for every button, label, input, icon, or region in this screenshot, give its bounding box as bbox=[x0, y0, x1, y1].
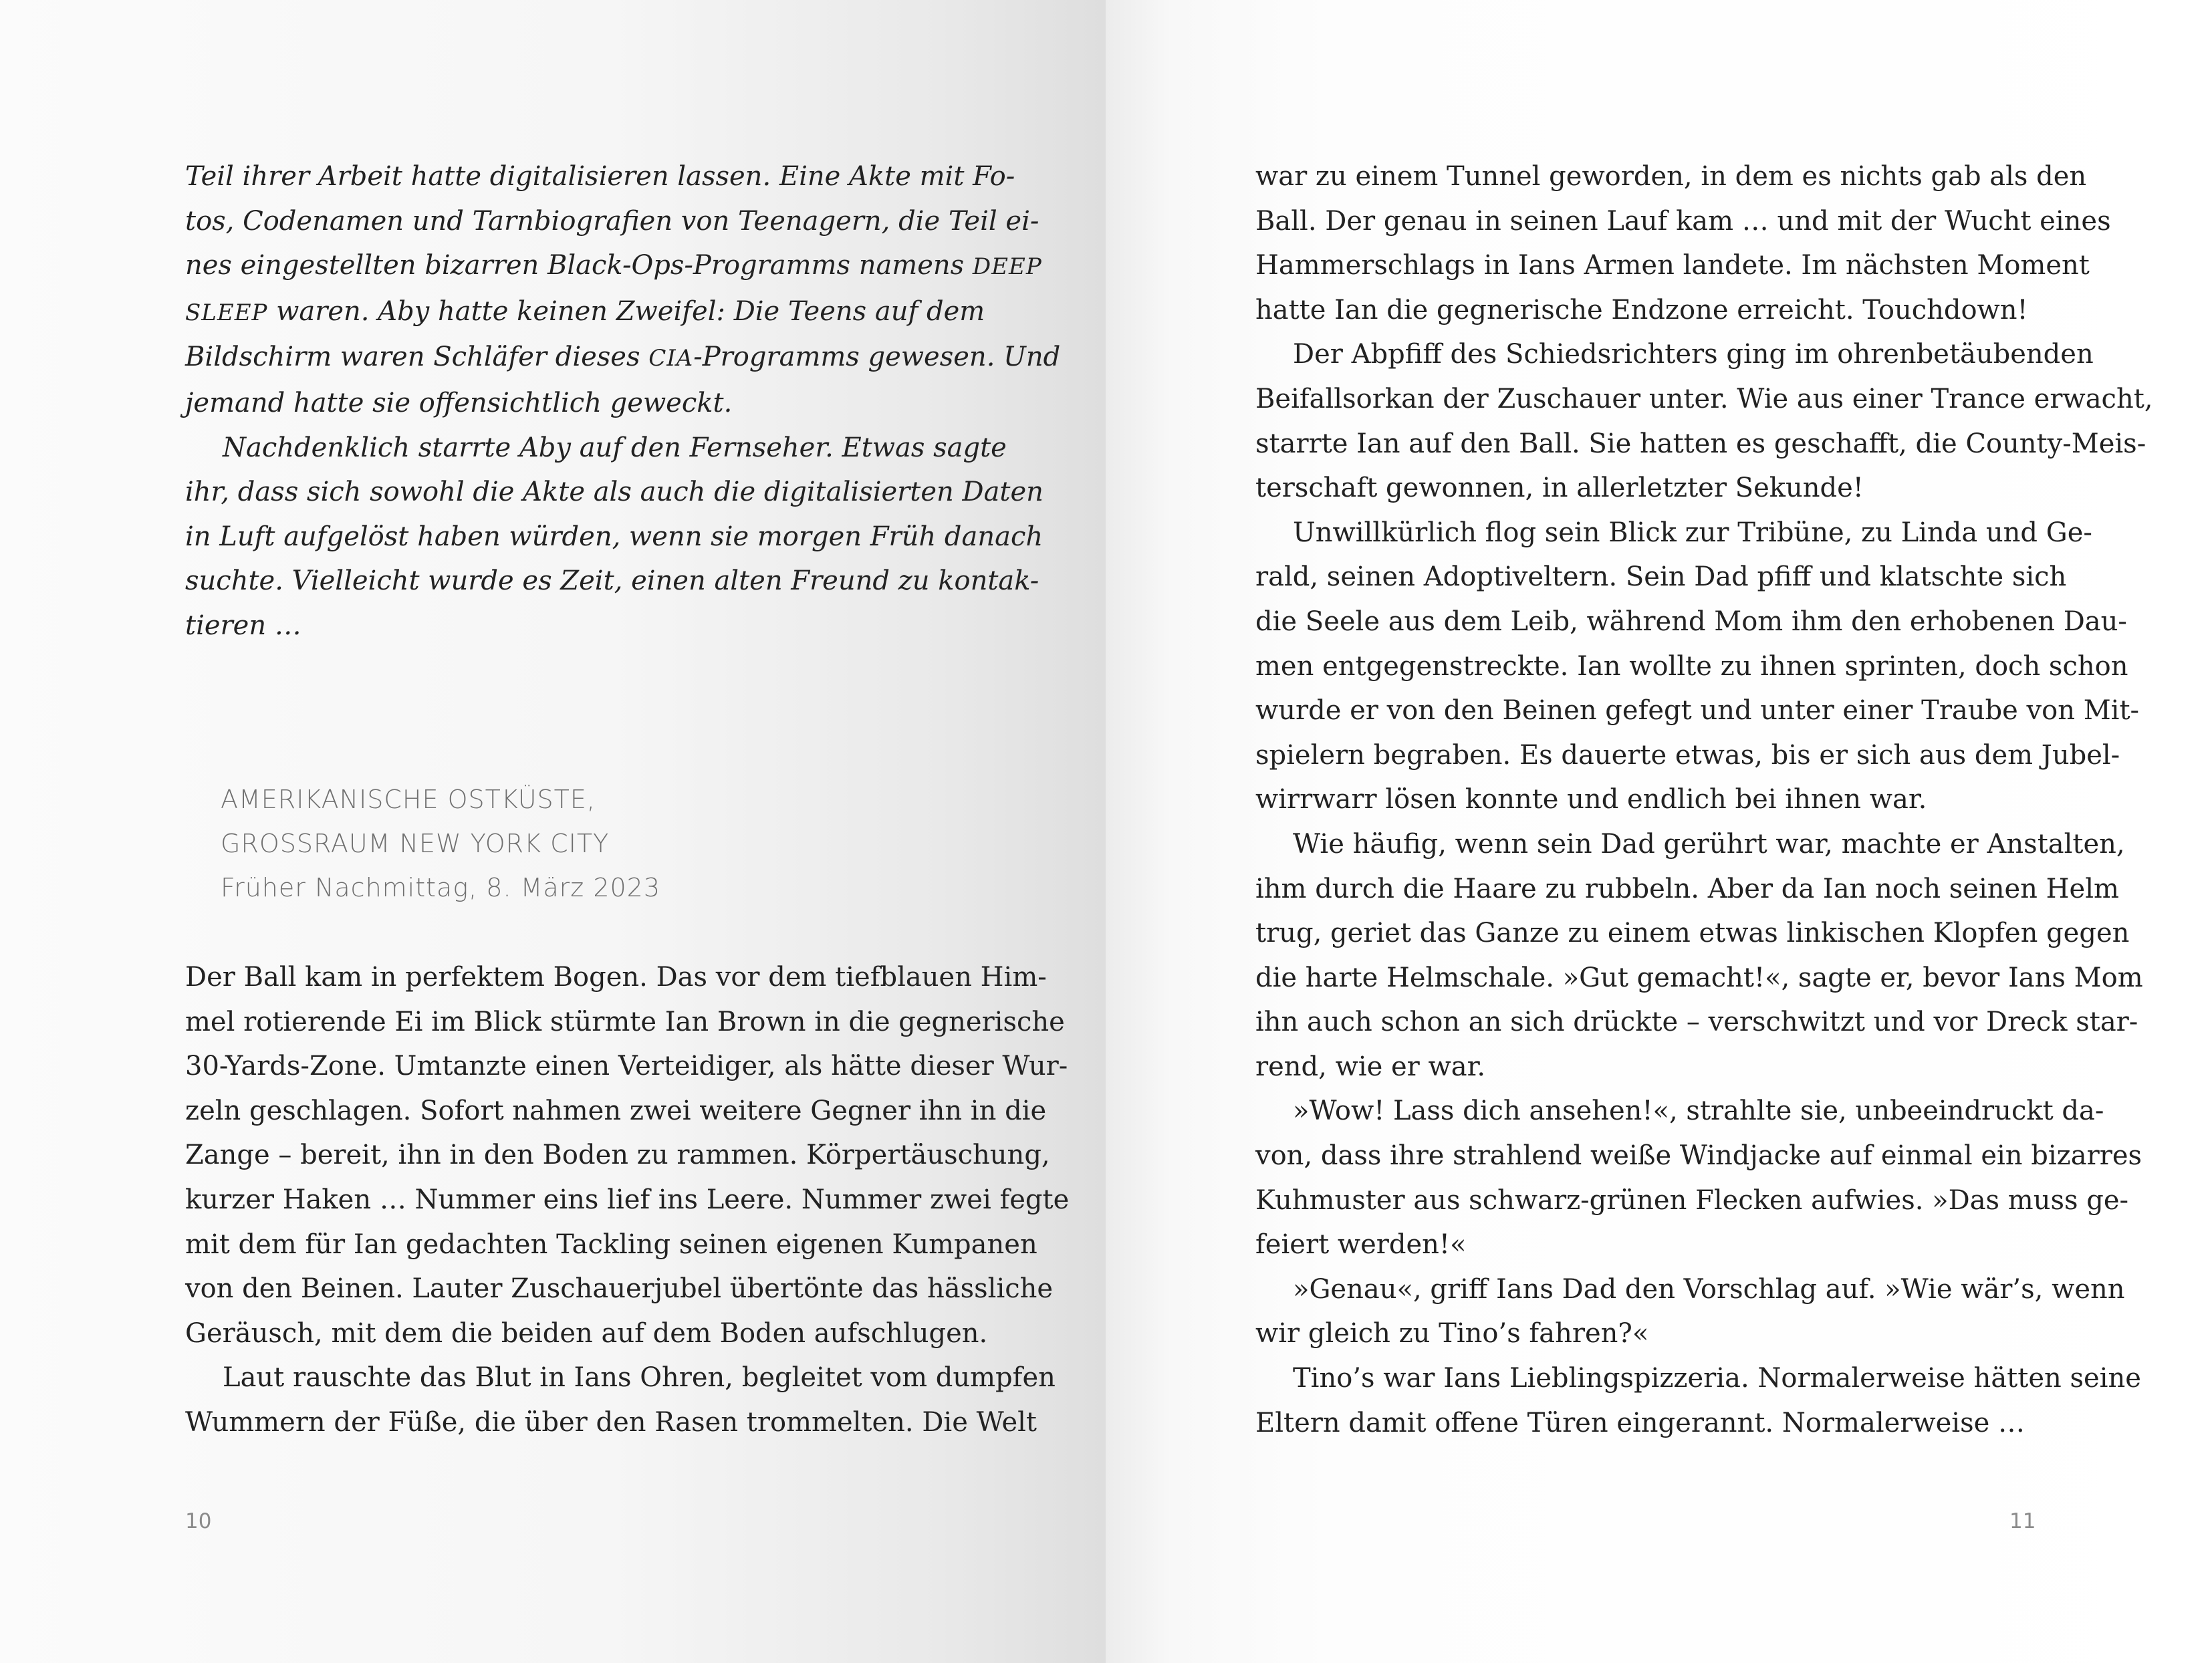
text-line: Nachdenklich starrte Aby auf den Fernseher. Etwas sagte bbox=[223, 432, 1007, 463]
text-line: tieren … bbox=[185, 610, 301, 641]
text-line: zeln geschlagen. Sofort nahmen zwei weitere Gegner ihn in die bbox=[185, 1095, 1047, 1126]
location-line-time: Früher Nachmittag, 8. März 2023 bbox=[221, 873, 661, 902]
text-line: mel rotierende Ei im Blick stürmte Ian Brown in die gegnerische bbox=[185, 1006, 1065, 1037]
text-line: 30-Yards-Zone. Umtanzte einen Verteidiger, als hätte dieser Wur- bbox=[185, 1051, 1068, 1082]
text-line: rend, wie er war. bbox=[1255, 1051, 1486, 1082]
text-line: Der Abpfiff des Schiedsrichters ging im ohrenbetäubenden bbox=[1293, 339, 2094, 370]
text-line: nes eingestellten bizarren Black-Ops-Programms namens DEEP bbox=[185, 250, 1042, 281]
text-line: tos, Codenamen und Tarnbiografien von Teenagern, die Teil ei- bbox=[185, 205, 1039, 237]
text-line: starrte Ian auf den Ball. Sie hatten es geschafft, die County-Meis- bbox=[1255, 428, 2146, 459]
text-line: Bildschirm waren Schläfer dieses CIA-Programms gewesen. Und bbox=[185, 342, 1061, 373]
text-line: ihr, dass sich sowohl die Akte als auch die digitalisierten Daten bbox=[185, 477, 1043, 508]
left-story-text bbox=[185, 955, 1070, 1445]
text-line: hatte Ian die gegnerische Endzone erreicht. Touchdown! bbox=[1255, 294, 2028, 326]
text-line: Tino’s war Ians Lieblingspizzeria. Normalerweise hätten seine bbox=[1293, 1363, 2141, 1394]
text-line: ihn auch schon an sich drückte – verschwitzt und vor Dreck star- bbox=[1255, 1007, 2138, 1038]
text-line: Eltern damit offene Türen eingerannt. Normalerweise … bbox=[1255, 1407, 2025, 1438]
text-line: »Genau«, griff Ians Dad den Vorschlag auf. »Wie wär’s, wenn bbox=[1293, 1273, 2125, 1305]
text-line: wurde er von den Beinen gefegt und unter einer Traube von Mit- bbox=[1255, 695, 2140, 727]
text-line: war zu einem Tunnel geworden, in dem es nichts gab als den bbox=[1255, 161, 2087, 192]
text-line: wirrwarr lösen konnte und endlich bei ihnen war. bbox=[1255, 784, 1927, 815]
page-number-right: 11 bbox=[2009, 1509, 2036, 1533]
text-line: mit dem für Ian gedachten Tackling seinen eigenen Kumpanen bbox=[185, 1229, 1037, 1260]
text-line: in Luft aufgelöst haben würden, wenn sie morgen Früh danach bbox=[185, 521, 1043, 552]
text-line: Ball. Der genau in seinen Lauf kam … und mit der Wucht eines bbox=[1255, 205, 2111, 237]
text-line: ihm durch die Haare zu rubbeln. Aber da Ian noch seinen Helm bbox=[1255, 873, 2119, 904]
text-line: spielern begraben. Es dauerte etwas, bis er sich aus dem Jubel- bbox=[1255, 739, 2120, 771]
text-line: Teil ihrer Arbeit hatte digitalisieren lassen. Eine Akte mit Fo- bbox=[185, 161, 1015, 192]
text-line: suchte. Vielleicht wurde es Zeit, einen alten Freund zu kontak- bbox=[185, 565, 1039, 597]
text-line: die Seele aus dem Leib, während Mom ihm den erhobenen Dau- bbox=[1255, 606, 2127, 637]
text-line: die harte Helmschale. »Gut gemacht!«, sagte er, bevor Ians Mom bbox=[1255, 962, 2143, 993]
page-number-left: 10 bbox=[185, 1509, 212, 1533]
text-line: Geräusch, mit dem die beiden auf dem Boden aufschlugen. bbox=[185, 1317, 988, 1349]
text-line: SLEEP waren. Aby hatte keinen Zweifel: Die Teens auf dem bbox=[185, 295, 985, 327]
location-heading bbox=[221, 777, 660, 910]
text-line: men entgegenstreckte. Ian wollte zu ihnen sprinten, doch schon bbox=[1255, 650, 2128, 682]
text-line: Der Ball kam in perfektem Bogen. Das vor dem tiefblauen Him- bbox=[185, 962, 1047, 993]
text-line: von den Beinen. Lauter Zuschauerjubel übertönte das hässliche bbox=[185, 1273, 1054, 1305]
text-line: Wummern der Füße, die über den Rasen trommelten. Die Welt bbox=[185, 1406, 1037, 1438]
text-line: kurzer Haken … Nummer eins lief ins Leere. Nummer zwei fegte bbox=[185, 1184, 1070, 1215]
text-line: Unwillkürlich flog sein Blick zur Tribüne, zu Linda und Ge- bbox=[1293, 517, 2092, 548]
location-line-region: AMERIKANISCHE OSTKÜSTE, bbox=[221, 785, 596, 814]
text-line: rald, seinen Adoptiveltern. Sein Dad pfiff und klatschte sich bbox=[1255, 561, 2067, 593]
text-line: Laut rauschte das Blut in Ians Ohren, begleitet vom dumpfen bbox=[223, 1362, 1056, 1394]
text-line: Beifallsorkan der Zuschauer unter. Wie aus einer Trance erwacht, bbox=[1255, 383, 2153, 414]
location-line-area: GROSSRAUM NEW YORK CITY bbox=[221, 829, 610, 858]
text-line: jemand hatte sie offensichtlich geweckt. bbox=[185, 387, 733, 418]
text-line: Kuhmuster aus schwarz-grünen Flecken aufwies. »Das muss ge- bbox=[1255, 1184, 2129, 1216]
text-line: von, dass ihre strahlend weiße Windjacke auf einmal ein bizarres bbox=[1255, 1140, 2142, 1172]
text-line: terschaft gewonnen, in allerletzter Sekunde! bbox=[1255, 473, 1864, 504]
text-line: Hammerschlags in Ians Armen landete. Im nächsten Moment bbox=[1255, 250, 2090, 281]
text-line: wir gleich zu Tino’s fahren?« bbox=[1255, 1318, 1649, 1350]
text-line: Wie häufig, wenn sein Dad gerührt war, machte er Anstalten, bbox=[1293, 828, 2125, 860]
text-line: »Wow! Lass dich ansehen!«, strahlte sie, unbeeindruckt da- bbox=[1293, 1096, 2104, 1127]
text-line: feiert werden!« bbox=[1255, 1229, 1467, 1261]
left-intro-text bbox=[185, 154, 1061, 648]
text-line: trug, geriet das Ganze zu einem etwas linkischen Klopfen gegen bbox=[1255, 918, 2130, 949]
text-line: Zange – bereit, ihn in den Boden zu rammen. Körpertäuschung, bbox=[185, 1140, 1050, 1171]
right-story-text bbox=[1255, 154, 2153, 1445]
